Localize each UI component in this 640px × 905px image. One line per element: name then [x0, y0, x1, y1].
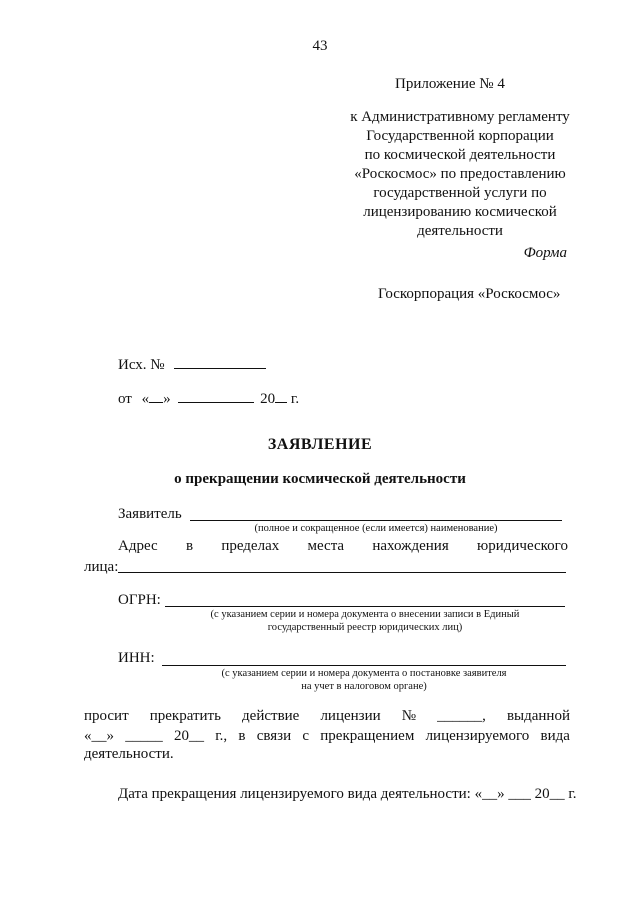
ogrn-note [165, 608, 565, 634]
appendix-reference [325, 108, 595, 241]
applicant-note [190, 522, 562, 535]
outgoing-number-label: Исх. № [118, 357, 165, 373]
outgoing-number-row [118, 354, 266, 374]
date-from-label: от [118, 391, 132, 407]
appendix-line: к Административному регламенту [350, 109, 570, 125]
appendix-line: «Роскосмос» по предоставлению [354, 166, 566, 182]
inn-note-line: на учет в налоговом органе) [301, 681, 427, 692]
request-word: связи [256, 728, 292, 744]
ogrn-note-line: (с указанием серии и номера документа о внесении записи в Единый [210, 609, 520, 620]
appendix-line: деятельности [417, 223, 503, 239]
page-number: 43 [312, 38, 328, 54]
outgoing-number-field[interactable] [174, 354, 266, 369]
applicant-field[interactable] [190, 520, 562, 521]
request-word: 20__ [173, 728, 204, 744]
appendix-line: Государственной корпорации [366, 128, 554, 144]
ogrn-note-line: государственный реестр юридических лиц) [267, 622, 463, 633]
appendix-title: Приложение № 4 [395, 76, 505, 92]
request-word: лицензируемого [425, 728, 530, 744]
request-word: вида [540, 728, 570, 744]
request-word: г., [215, 728, 228, 744]
request-word: в [238, 728, 246, 744]
addressee: Госкорпорация «Роскосмос» [378, 286, 561, 302]
ogrn-field[interactable] [165, 606, 565, 607]
request-word: с [302, 728, 310, 744]
address-row [118, 538, 568, 555]
year-suffix: г. [290, 391, 300, 407]
appendix-line: государственной услуги по [373, 185, 547, 201]
termination-date-row [118, 786, 577, 803]
termination-date-value[interactable]: «__» ___ 20__ г. [474, 786, 577, 802]
request-word: выданной [506, 708, 570, 724]
request-word: прекратить [149, 708, 221, 724]
request-word: № [401, 708, 417, 724]
address-field[interactable] [118, 572, 566, 573]
inn-note [162, 667, 566, 693]
document-title: ЗАЯВЛЕНИЕ [267, 436, 373, 453]
day-field[interactable] [149, 388, 163, 403]
inn-field[interactable] [162, 665, 566, 666]
applicant-label: Заявитель [118, 506, 182, 522]
request-line-2 [84, 728, 570, 745]
request-line-1 [84, 708, 570, 725]
address-continuation: лица: [84, 559, 119, 575]
request-word: «__» [84, 728, 114, 744]
address-word: пределах [221, 538, 280, 554]
appendix-line: лицензированию космической [363, 204, 557, 220]
request-word: _____ [125, 728, 163, 744]
month-field[interactable] [178, 388, 254, 403]
appendix-line: по космической деятельности [364, 147, 556, 163]
form-label: Форма [523, 245, 567, 261]
ogrn-label: ОГРН: [118, 592, 161, 608]
request-word: просит [84, 708, 129, 724]
applicant-note-line: (полное и сокращенное (если имеется) наименование) [254, 523, 498, 534]
address-word: в [185, 538, 194, 554]
request-word: ______, [437, 708, 486, 724]
address-word: юридического [477, 538, 568, 554]
date-open-quote: « [141, 391, 150, 407]
document-subtitle: о прекращении космической деятельности [174, 471, 466, 487]
inn-label: ИНН: [118, 650, 155, 666]
request-word: прекращением [320, 728, 415, 744]
request-word: действие [242, 708, 300, 724]
address-word: Адрес [118, 538, 158, 554]
address-word: места [307, 538, 345, 554]
year-prefix: 20 [260, 391, 276, 407]
inn-note-line: (с указанием серии и номера документа о постановке заявителя [221, 668, 507, 679]
address-word: нахождения [372, 538, 449, 554]
request-line-3: деятельности. [84, 746, 174, 762]
termination-date-label: Дата прекращения лицензируемого вида деятельности: [118, 786, 471, 802]
request-word: лицензии [320, 708, 381, 724]
year-field[interactable] [275, 388, 287, 403]
date-close-quote: » [163, 391, 171, 407]
outgoing-date-row [118, 388, 299, 408]
